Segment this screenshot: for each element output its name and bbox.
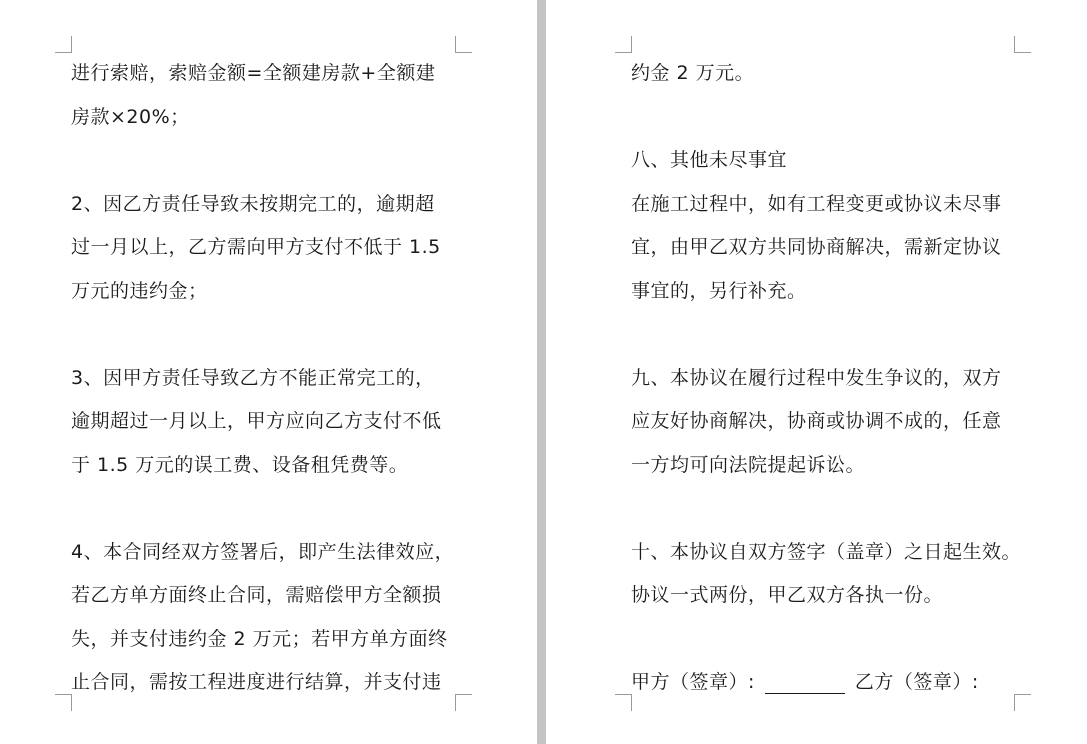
- blank-line: [71, 487, 471, 531]
- text-line: 约金 2 万元。: [631, 62, 755, 84]
- text-line: 宜，由甲乙双方共同协商解决，需新定协议: [631, 236, 1002, 258]
- page-text-left[interactable]: [71, 52, 471, 705]
- page-corner-mark: [55, 36, 72, 53]
- page-separator: [537, 0, 546, 744]
- page-corner-mark: [55, 694, 72, 711]
- party-a-signature-blank[interactable]: [765, 669, 845, 694]
- text-line: 若乙方单方面终止合同，需赔偿甲方全额损: [71, 584, 442, 606]
- text-line: 十、本协议自双方签字（盖章）之日起生效。: [631, 540, 1022, 563]
- blank-line: [631, 618, 1041, 662]
- page-corner-mark: [615, 694, 632, 711]
- text-line: 事宜的，另行补充。: [631, 279, 807, 302]
- page-text-right[interactable]: [631, 52, 1041, 705]
- blank-line: [71, 139, 471, 183]
- blank-line: [631, 487, 1041, 531]
- blank-line: [71, 313, 471, 357]
- party-b-signature-label: 乙方（签章）:: [854, 671, 979, 693]
- text-line: 协议一式两份，甲乙双方各执一份。: [631, 584, 944, 606]
- text-line: 止合同，需按工程进度进行结算，并支付违: [71, 671, 442, 693]
- blank-line: [631, 96, 1041, 140]
- document-page-right: [548, 0, 1087, 744]
- text-line: 九、本协议在履行过程中发生争议的，双方: [631, 366, 1002, 389]
- text-line: 应友好协商解决，协商或协调不成的，任意: [631, 410, 1002, 432]
- text-line: 4、本合同经双方签署后，即产生法律效应，: [71, 540, 455, 563]
- page-gutter: [534, 0, 548, 744]
- blank-line: [631, 313, 1041, 357]
- text-line: 一方均可向法院提起诉讼。: [631, 453, 866, 476]
- text-line: 在施工过程中，如有工程变更或协议未尽事: [631, 192, 1002, 215]
- text-line: 万元的违约金；: [71, 279, 208, 302]
- signature-row: [631, 661, 1041, 705]
- section-heading: 八、其他未尽事宜: [631, 149, 788, 171]
- page-corner-mark: [615, 36, 632, 53]
- text-line: 逾期超过一月以上，甲方应向乙方支付不低: [71, 410, 442, 432]
- text-line: 进行索赔，索赔金额=全额建房款+全额建: [71, 62, 436, 84]
- party-a-signature-label: 甲方（签章）:: [631, 671, 755, 693]
- text-line: 过一月以上，乙方需向甲方支付不低于 1.5: [71, 236, 441, 258]
- text-line: 失，并支付违约金 2 万元；若甲方单方面终: [71, 627, 448, 650]
- text-line: 2、因乙方责任导致未按期完工的，逾期超: [71, 192, 435, 215]
- page-corner-mark: [1014, 36, 1031, 53]
- page-corner-mark: [455, 36, 472, 53]
- document-page-left: [0, 0, 534, 744]
- text-line: 房款×20%；: [71, 105, 190, 128]
- text-line: 于 1.5 万元的误工费、设备租凭费等。: [71, 453, 409, 476]
- text-line: 3、因甲方责任导致乙方不能正常完工的，: [71, 366, 435, 389]
